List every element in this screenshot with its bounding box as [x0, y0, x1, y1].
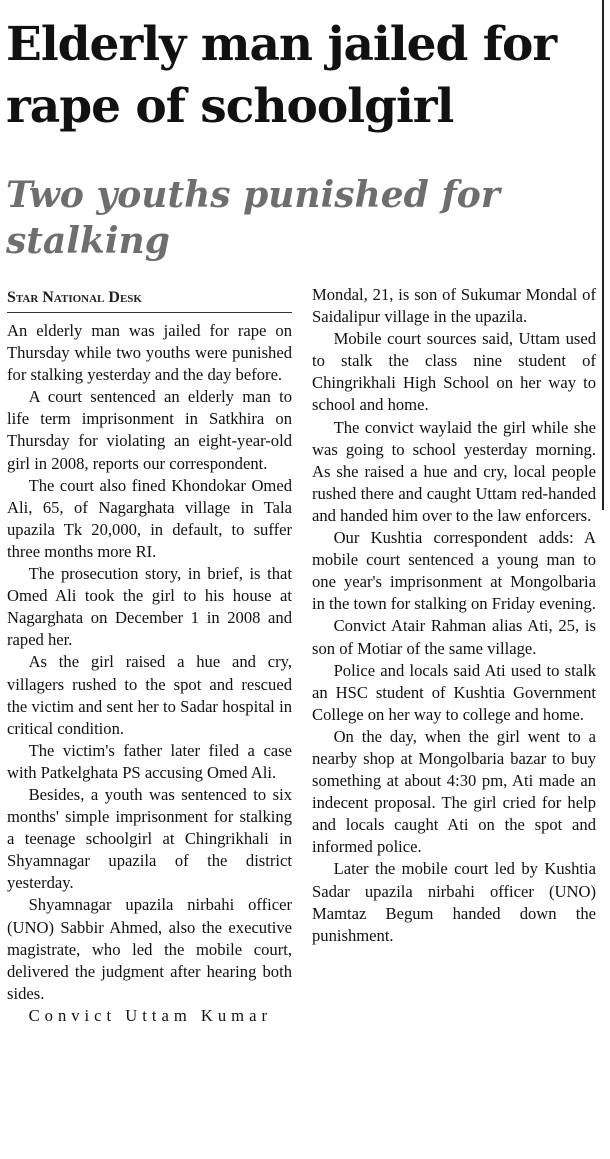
- paragraph: Shyamnagar upazila nirbahi officer (UNO) Sabbir Ahmed, also the executive magistrate, who led the mobile court, delivered the judgment after hearing both sides.: [7, 895, 292, 1003]
- subheadline: Two youths punished for stalking: [6, 174, 500, 262]
- headline: Elderly man jailed for rape of schoolgirl: [6, 17, 557, 134]
- paragraph: Later the mobile court led by Kushtia Sadar upazila nirbahi officer (UNO) Mamtaz Begum handed down the punishment.: [312, 859, 596, 945]
- paragraph: The court also fined Khondokar Omed Ali, 65, of Nagarghata village in Tala upazila Tk 20,000, in default, to suffer three months more RI.: [7, 475, 292, 561]
- paragraph: As the girl raised a hue and cry, villagers rushed to the spot and rescued the victim and sent her to Sadar hospital in critical condition.: [7, 652, 292, 738]
- article-column-left: [7, 320, 292, 1027]
- paragraph: The victim's father later filed a case with Patkelghata PS accusing Omed Ali.: [7, 740, 292, 782]
- paragraph: Besides, a youth was sentenced to six months' simple imprisonment for stalking a teenage schoolgirl at Chingrikhali in Shyamnagar upazila of the district yesterday.: [7, 784, 292, 893]
- paragraph: Convict Atair Rahman alias Ati, 25, is son of Motiar of the same village.: [312, 616, 596, 658]
- paragraph: The prosecution story, in brief, is that Omed Ali took the girl to his house at Nagarghata on December 1 in 2008 and raped her.: [7, 564, 292, 650]
- paragraph: Mobile court sources said, Uttam used to stalk the class nine student of Chingrikhali High School on her way to school and home.: [312, 329, 596, 415]
- paragraph: An elderly man was jailed for rape on Thursday while two youths were punished for stalking yesterday and the day before.: [7, 321, 292, 385]
- paragraph: Mondal, 21, is son of Sukumar Mondal of Saidalipur village in the upazila.: [312, 285, 596, 327]
- paragraph: A court sentenced an elderly man to life term imprisonment in Satkhira on Thursday for violating an eight-year-old girl in 2008, reports our correspondent.: [7, 387, 292, 473]
- paragraph: The convict waylaid the girl while she was going to school yesterday morning. As she raised a hue and cry, local people rushed there and caught Uttam red-handed and handed him over to the law enforcers.: [312, 417, 596, 525]
- column-rule: [602, 0, 604, 510]
- paragraph: Convict Uttam Kumar: [28, 1005, 272, 1025]
- byline: Star National Desk: [7, 288, 292, 313]
- article-column-right: [312, 284, 596, 947]
- paragraph: Police and locals said Ati used to stalk an HSC student of Kushtia Government College on her way to college and home.: [312, 660, 596, 724]
- paragraph: On the day, when the girl went to a nearby shop at Mongolbaria bazar to buy something at about 4:30 pm, Ati made an indecent proposal. The girl cried for help and locals caught Ati on the spot and informed police.: [312, 726, 596, 857]
- paragraph: Our Kushtia correspondent adds: A mobile court sentenced a young man to one year's imprisonment at Mongolbaria in the town for stalking on Friday evening.: [312, 528, 596, 614]
